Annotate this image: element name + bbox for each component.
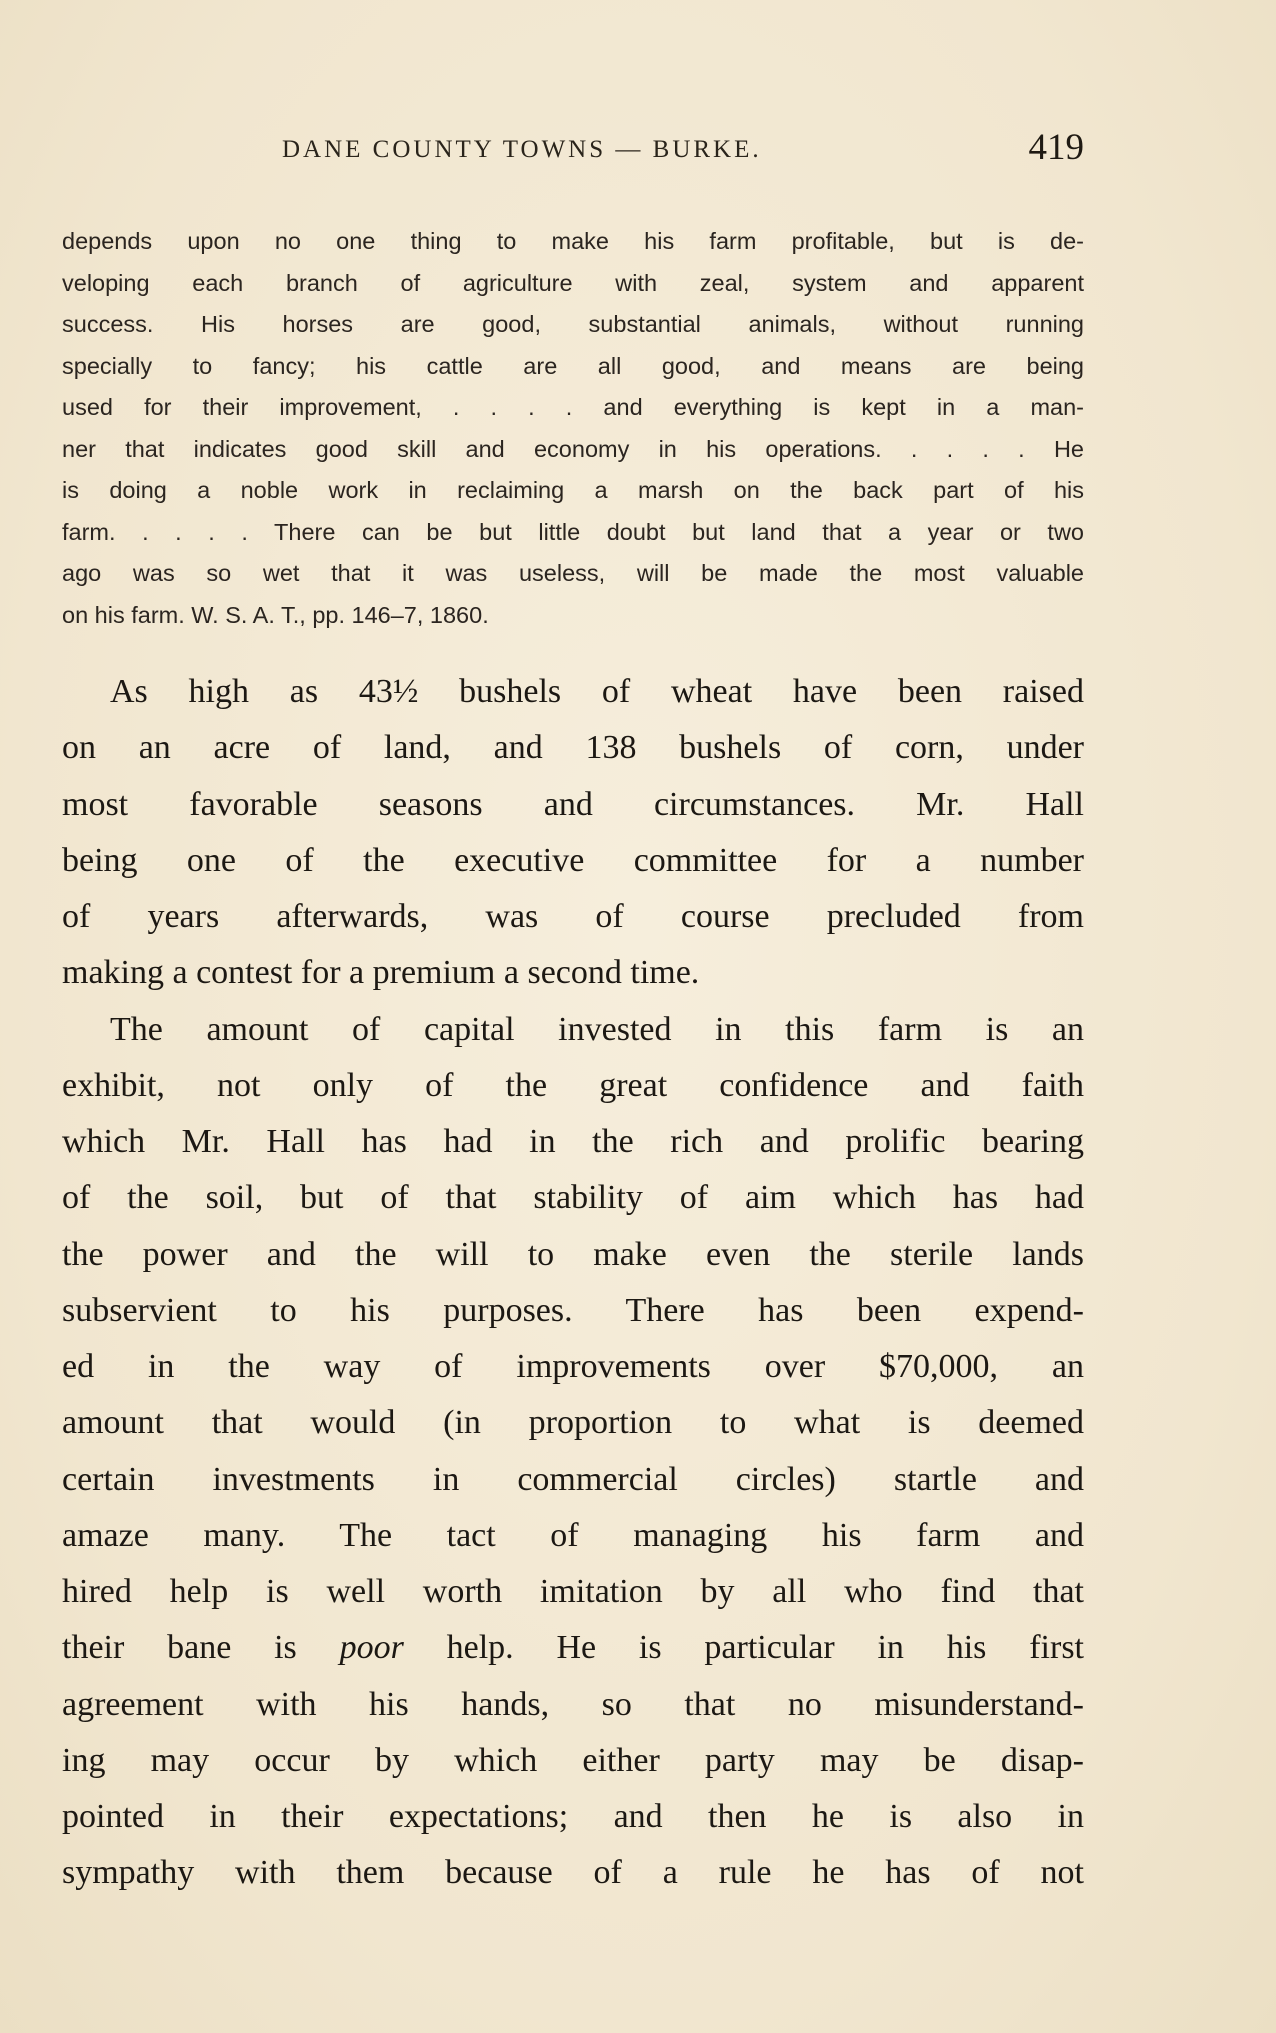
- body-line: of years afterwards, was of course precluded from: [62, 898, 1084, 935]
- body-line: As high as 43½ bushels of wheat have been raised: [110, 673, 1084, 710]
- running-title: DANE COUNTY TOWNS — BURKE.: [282, 136, 762, 163]
- body-line: ed in the way of improvements over $70,000, an: [62, 1348, 1084, 1385]
- quote-line: ner that indicates good skill and economy in his operations. . . . . He: [62, 435, 1084, 462]
- quote-line: veloping each branch of agriculture with zeal, system and apparent: [62, 269, 1084, 296]
- running-head: [62, 126, 1084, 176]
- body-text-run: their bane is: [62, 1629, 340, 1667]
- body-line: [62, 1620, 1084, 1676]
- body-line: certain investments in commercial circles) startle and: [62, 1460, 1084, 1498]
- body-line: the power and the will to make even the sterile lands: [62, 1235, 1084, 1273]
- quote-line: used for their improvement, . . . . and everything is kept in a man-: [62, 394, 1084, 420]
- italic-word: poor: [339, 1629, 404, 1667]
- body-line: agreement with his hands, so that no misunderstand-: [62, 1685, 1084, 1723]
- body-text: [62, 664, 1084, 1902]
- body-line: pointed in their expectations; and then he is also in: [62, 1798, 1084, 1835]
- body-line: which Mr. Hall has had in the rich and prolific bearing: [62, 1123, 1084, 1160]
- body-text-run: help. He is particular in his first: [403, 1629, 1084, 1667]
- quote-line: on his farm. W. S. A. T., pp. 146–7, 1860.: [62, 601, 489, 628]
- quote-line: depends upon no one thing to make his farm profitable, but is de-: [62, 228, 1084, 254]
- body-line: being one of the executive committee for a number: [62, 841, 1084, 879]
- quote-line: success. His horses are good, substantial animals, without running: [62, 311, 1084, 337]
- quote-line: farm. . . . . There can be but little doubt but land that a year or two: [62, 518, 1084, 545]
- body-line: exhibit, not only of the great confidence and faith: [62, 1066, 1084, 1104]
- body-line: of the soil, but of that stability of aim which has had: [62, 1179, 1084, 1217]
- body-line: making a contest for a premium a second time.: [62, 954, 700, 992]
- body-line: amount that would (in proportion to what is deemed: [62, 1404, 1084, 1442]
- body-line: on an acre of land, and 138 bushels of corn, under: [62, 729, 1084, 767]
- body-line: hired help is well worth imitation by all who find that: [62, 1573, 1084, 1610]
- body-line: most favorable seasons and circumstances. Mr. Hall: [62, 785, 1084, 823]
- quote-line: specially to fancy; his cattle are all good, and means are being: [62, 352, 1084, 379]
- body-line: sympathy with them because of a rule he has of not: [62, 1854, 1084, 1892]
- body-line: The amount of capital invested in this farm is an: [110, 1010, 1084, 1048]
- page-number: 419: [1028, 127, 1084, 168]
- body-line: subservient to his purposes. There has been expend-: [62, 1291, 1084, 1329]
- body-line: amaze many. The tact of managing his farm and: [62, 1516, 1084, 1554]
- body-line: ing may occur by which either party may be disap-: [62, 1741, 1084, 1779]
- quoted-extract: [62, 221, 1084, 636]
- quote-line: ago was so wet that it was useless, will be made the most valuable: [62, 560, 1084, 586]
- quote-line: is doing a noble work in reclaiming a marsh on the back part of his: [62, 477, 1084, 503]
